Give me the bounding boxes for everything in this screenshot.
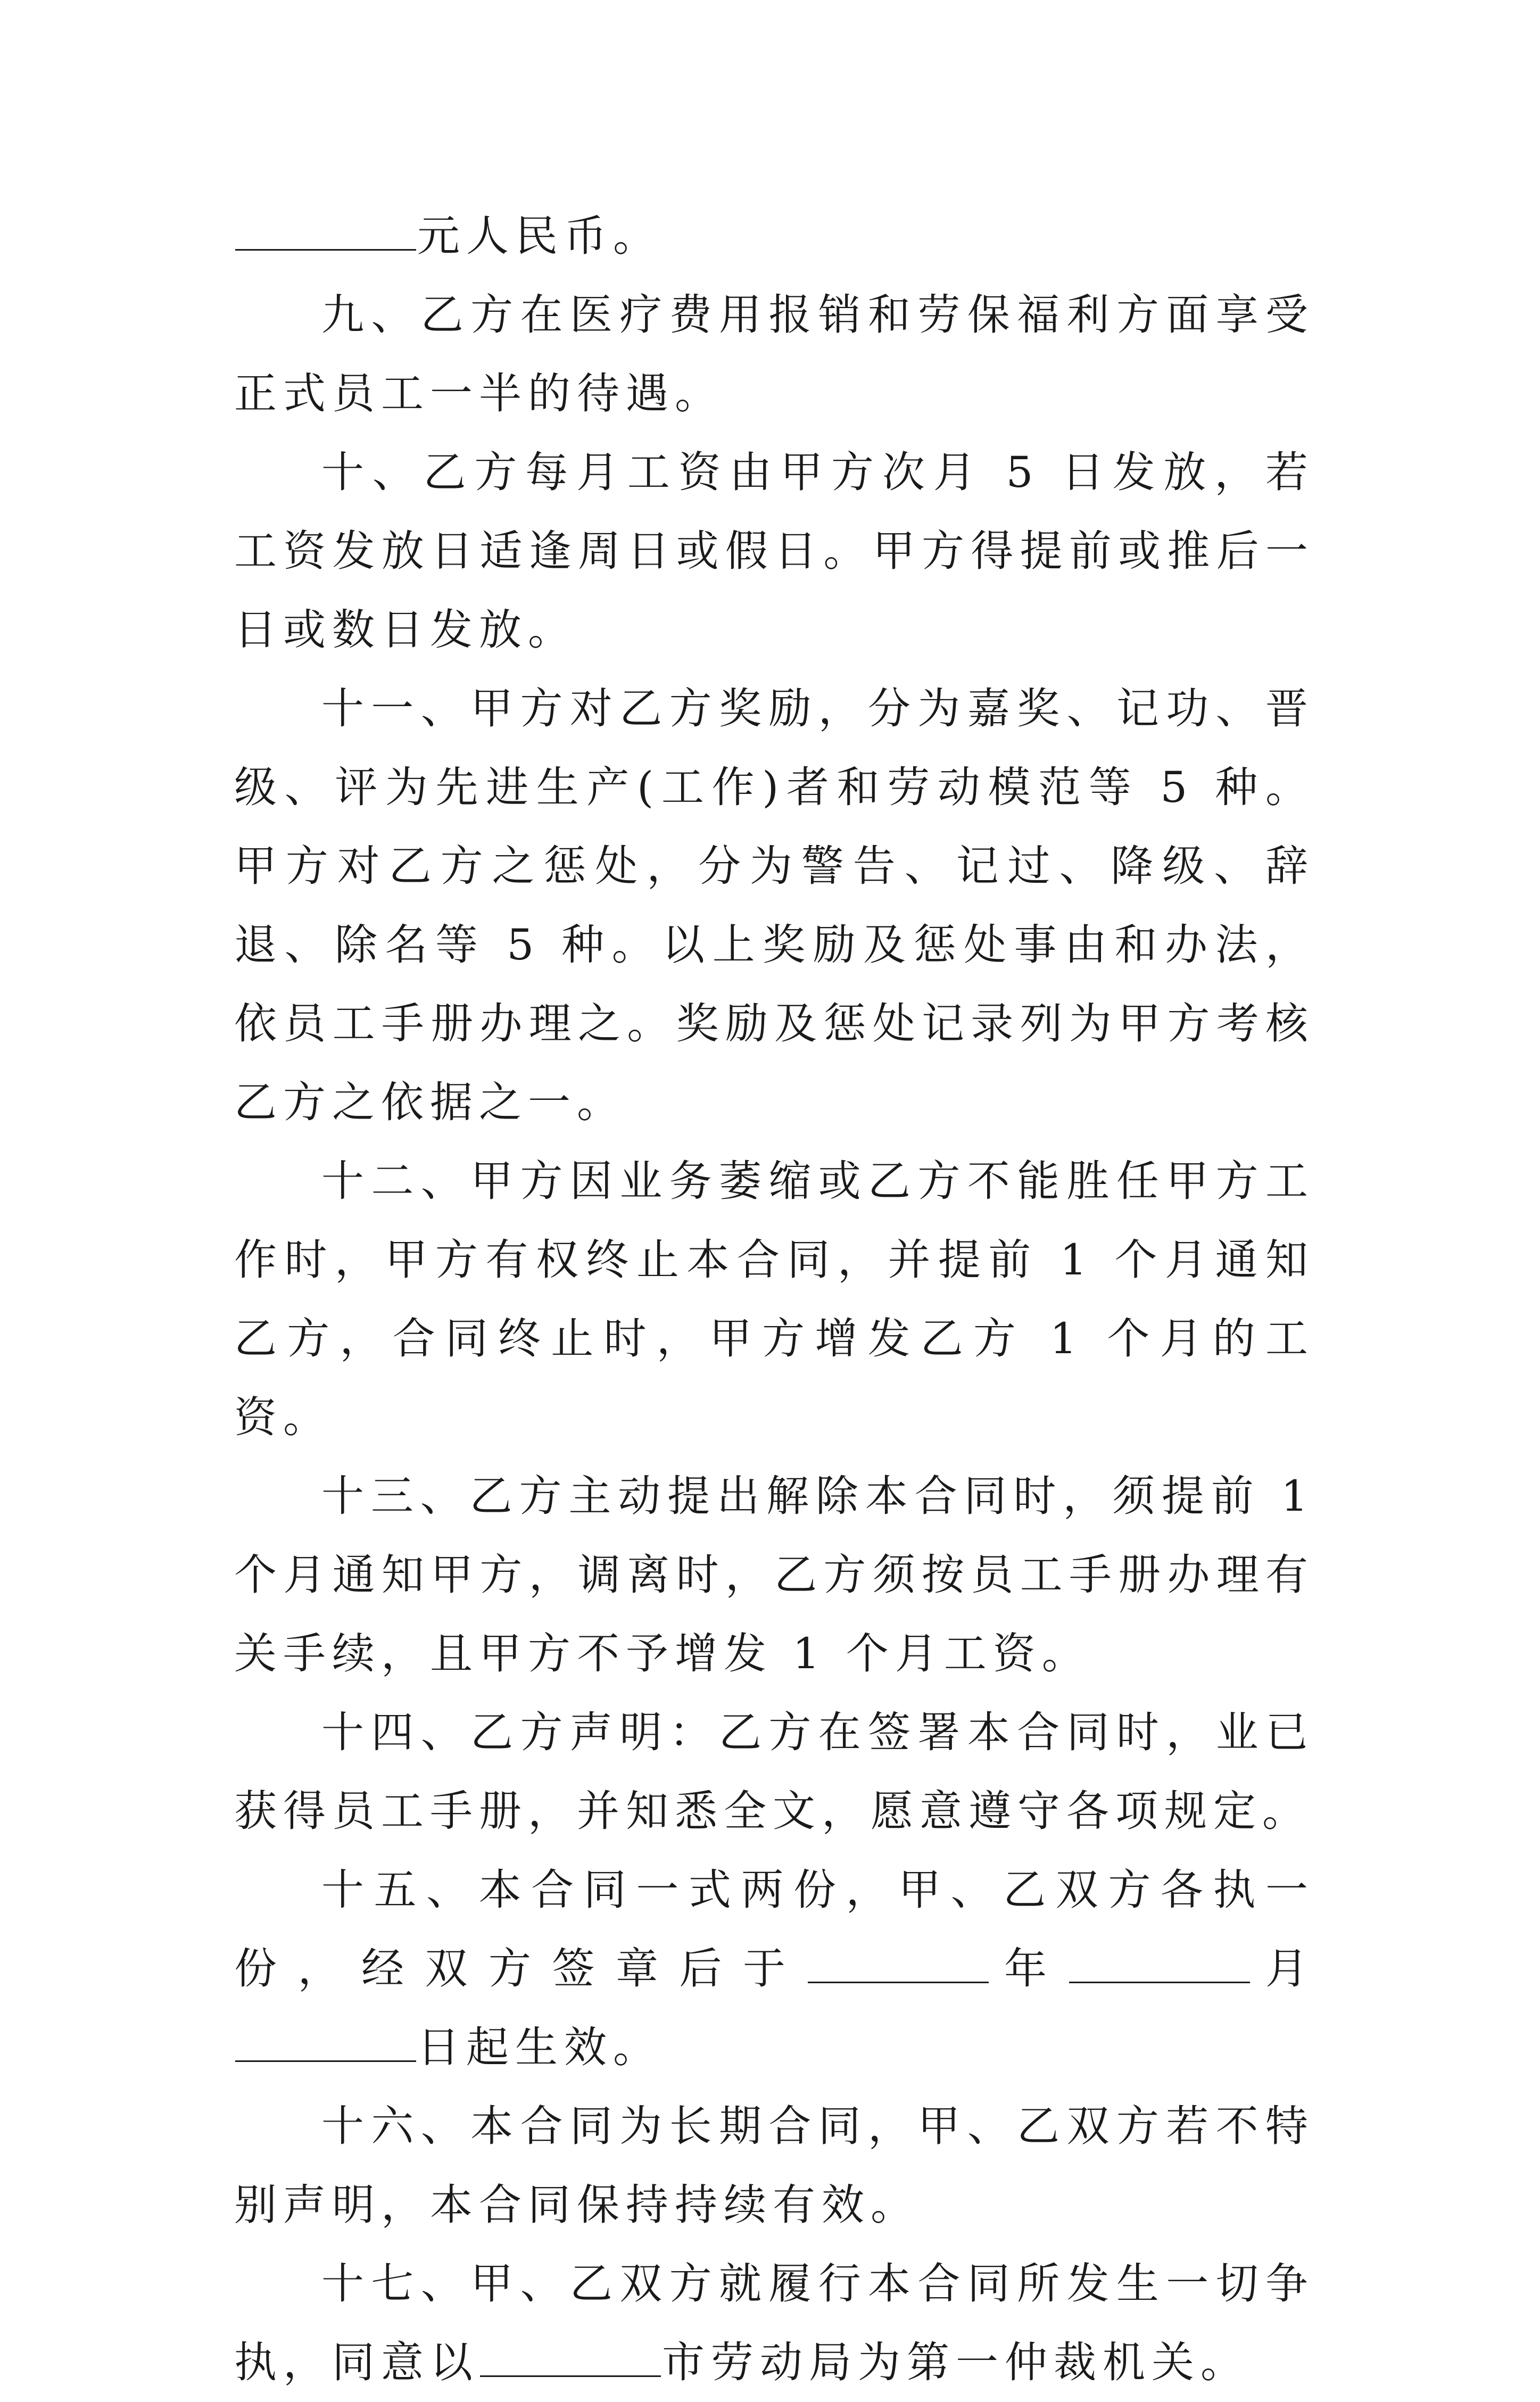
clause-15 (234, 1851, 1314, 2087)
paragraph-text: 十、乙方每月工资由甲方次月 5 日发放，若工资发放日适逢周日或假日。甲方得提前或推后一日或数日发放。 (234, 448, 1314, 655)
paragraph-text: 十三、乙方主动提出解除本合同时，须提前 1 个月通知甲方，调离时，乙方须按员工手册办理有关手续，且甲方不予增发 1 个月工资。 (234, 1471, 1314, 1678)
clause-9 (234, 276, 1314, 433)
fill-in-blank-amount[interactable] (235, 217, 416, 251)
contract-body (234, 197, 1314, 2402)
paragraph-text: 九、乙方在医疗费用报销和劳保福利方面享受正式员工一半的待遇。 (234, 290, 1314, 418)
clause-12 (234, 1142, 1314, 1457)
paragraph-text-year: 年 (989, 1944, 1068, 1993)
fill-in-blank-city[interactable] (480, 2343, 661, 2377)
fill-in-blank-day[interactable] (235, 2028, 416, 2062)
clause-14 (234, 1693, 1314, 1851)
paragraph-amount-continuation (234, 197, 1314, 276)
fill-in-blank-month[interactable] (1069, 1950, 1250, 1983)
paragraph-text: 元人民币。 (417, 211, 662, 261)
paragraph-text-day: 日起生效。 (417, 2023, 662, 2072)
paragraph-text: 十六、本合同为长期合同，甲、乙双方若不特别声明，本合同保持持续有效。 (234, 2101, 1314, 2230)
fill-in-blank-year[interactable] (808, 1950, 989, 1983)
clause-16 (234, 2087, 1314, 2244)
clause-13 (234, 1457, 1314, 1693)
clause-10 (234, 433, 1314, 669)
clause-17 (234, 2244, 1314, 2402)
paragraph-text: 十二、甲方因业务萎缩或乙方不能胜任甲方工作时，甲方有权终止本合同，并提前 1 个月通知乙方，合同终止时，甲方增发乙方 1 个月的工资。 (234, 1156, 1314, 1442)
paragraph-text: 十五、本合同一式两份，甲、乙双方各执一份，经双方签章后于 (234, 1865, 1314, 1993)
paragraph-text: 十四、乙方声明：乙方在签署本合同时，业已获得员工手册，并知悉全文，愿意遵守各项规定。 (234, 1708, 1314, 1836)
paragraph-text: 十七、甲、乙双方就履行本合同所发生一切争执，同意以 (234, 2259, 1314, 2387)
paragraph-text-tail: 市劳动局为第一仲裁机关。 (662, 2338, 1249, 2387)
paragraph-text: 十一、甲方对乙方奖励，分为嘉奖、记功、晋级、评为先进生产(工作)者和劳动模范等 5 种。甲方对乙方之惩处，分为警告、记过、降级、辞退、除名等 5 种。以上奖励及惩处事由和办法，依员工手册办理之。奖励及惩处记录列为甲方考核乙方之依据之一。 (234, 684, 1314, 1127)
clause-11 (234, 669, 1314, 1142)
paragraph-text-month: 月 (1251, 1944, 1314, 1993)
